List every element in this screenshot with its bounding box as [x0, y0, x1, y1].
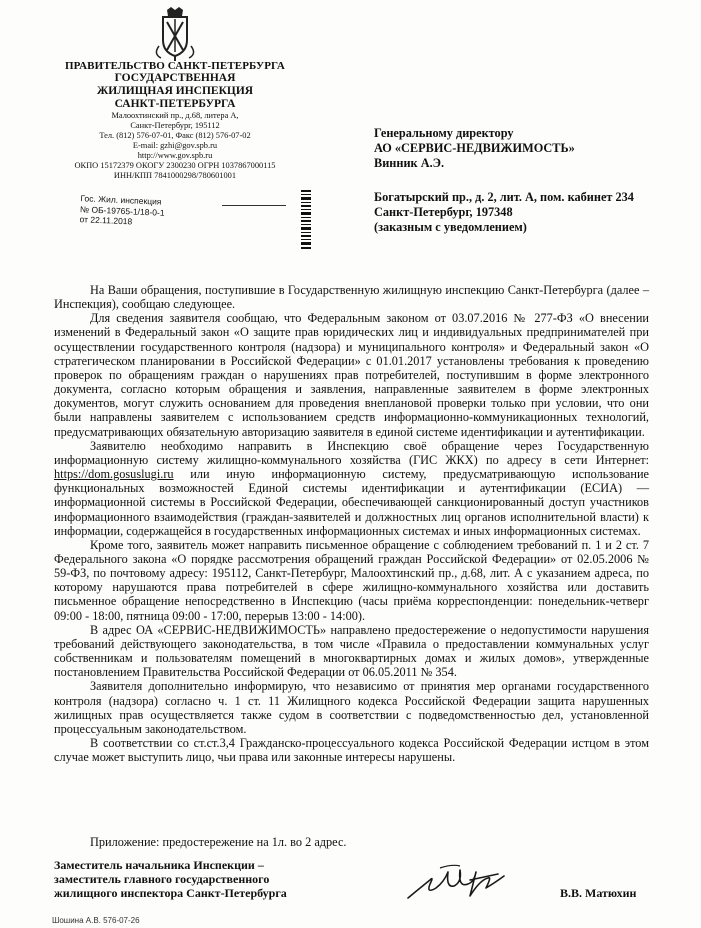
letter-body [54, 283, 649, 764]
gis-link[interactable]: https://dom.gosuslugi.ru [54, 467, 174, 482]
stamp-line1: Гос. Жил. инспекция [80, 193, 162, 207]
stamp-number: № ОБ-19765-1/18-0-1 [79, 203, 165, 218]
signatory-position-line1: Заместитель начальника Инспекции – [54, 858, 264, 872]
letterhead [40, 60, 310, 181]
signatory-position [54, 858, 354, 900]
addressee-block [374, 126, 694, 235]
paragraph-2: Для сведения заявителя сообщаю, что Федеральным законом от 03.07.2016 № 277-ФЗ «О внесении изменений в Федеральный закон «О защите прав юридических лиц и индивидуальных предпринимателей при осуществлении государственного контроля (надзора) и муниципального контроля» и Федеральный закон «О стратегическом планировании в Российской Федерации» с 01.01.2017 установлены требования к проведению проверок по обращениям граждан о нарушениях прав потребителей, поступившим в форме электронного документа, согласно которым обращения и заявления, направленные заявителем в форме электронных документов, могут служить основанием для проведения внеплановой проверки только при условии, что они были направлены заявителем с использованием средств информационно-коммуникационных технологий, предусматривающих обязательную авторизацию заявителя в единой системе идентификации и аутентификации. [54, 311, 649, 439]
paragraph-4: Кроме того, заявитель может направить письменное обращение с соблюдением требований п. 1 и 2 ст. 7 Федерального закона «О порядке рассмотрения обращений граждан Российской Федерации» от 02.05.2006 № 59-ФЗ, по почтовому адресу: 195112, Санкт-Петербург, Малоохтинский пр., д.68, лит. А с указанием адреса, по которому нарушаются права потребителей в сфере жилищно-коммунального хозяйства или доставить письменное обращение непосредственно в Инспекцию (часы приёма корреспонденции: понедельник-четверг 09:00 - 18:00, пятница 09:00 - 17:00, перерыв 13:00 - 14:00). [54, 537, 649, 623]
attachment-note: Приложение: предостережение на 1л. во 2 адрес. [90, 835, 347, 849]
addressee-name: Винник А.Э. [374, 155, 445, 170]
addressee-city: Санкт-Петербург, 197348 [374, 205, 513, 219]
paragraph-5: В адрес ОА «СЕРВИС-НЕДВИЖИМОСТЬ» направлено предостережение о недопустимости нарушения требований действующего законодательства, в том числе «Правила о предоставлении коммунальных услуг собственникам и пользователям помещений в многоквартирных домах и жилых домов», утвержденные постановлением Правительства Российской Федерации от 06.05.2011 № 354. [54, 622, 649, 680]
paragraph-3 [54, 439, 649, 538]
org-inn: ИНН/КПП 7841000298/780601001 [113, 171, 237, 181]
executor-info: Шошина А.В. 576-07-26 [52, 916, 140, 925]
addressee-company: АО «СЕРВИС-НЕДВИЖИМОСТЬ» [374, 140, 575, 155]
barcode [301, 190, 311, 250]
org-address-line1: Малоохтинский пр., д.68, литера А, [111, 110, 239, 120]
org-address-line2: Санкт-Петербург, 195112 [130, 121, 220, 131]
org-name-line2: ЖИЛИЩНАЯ ИНСПЕКЦИЯ [96, 85, 254, 98]
org-email: E-mail: gzhi@gov.spb.ru [132, 141, 218, 151]
signatory-name: В.В. Матюхин [560, 886, 637, 900]
delivery-note: (заказным с уведомлением) [374, 219, 527, 234]
paragraph-3-end: или иную информационную систему, предусматривающую использование функциональных возможностей Единой системы идентификации и аутентификации (ЕСИА) — информационной системы в Российской Федерации, обеспечивающей санкционированный доступ участников информационного взаимодействия (граждан-заявителей и должностных лиц органов исполнительной власти) к информации, содержащейся в государственных информационных системах и иных информационных системах. [54, 467, 649, 538]
government-name: ПРАВИТЕЛЬСТВО САНКТ-ПЕТЕРБУРГА [65, 60, 285, 72]
paragraph-1: На Ваши обращения, поступившие в Государственную жилищную инспекцию Санкт-Петербурга (далее – Инспекция), сообщаю следующее. [54, 283, 649, 312]
org-name-line3: САНКТ-ПЕТЕРБУРГА [114, 98, 236, 111]
handwritten-signature [400, 858, 520, 908]
paragraph-7: В соответствии со ст.ст.3,4 Гражданско-процессуального кодекса Российской Федерации истцом в этом случае может выступить лицо, чьи права или законные интересы нарушены. [54, 736, 649, 765]
registration-stamp [79, 193, 165, 229]
paragraph-6: Заявителя дополнительно информирую, что независимо от принятия мер органами государственного контроля (надзора) согласно ч. 1 ст. 11 Жилищного кодекса Российской Федерации защита нарушенных жилищных прав осуществляется также судом в соответствии с подведомственностью дел, установленной процессуальным законодательством. [54, 679, 649, 736]
paragraph-3-start: Заявителю необходимо направить в Инспекцию своё обращение через Государственную информационную систему жилищно-коммунального хозяйства (ГИС ЖКХ) по адресу в сети Интернет: [54, 438, 649, 467]
coat-of-arms-emblem [145, 6, 205, 62]
addressee-title: Генеральному директору [374, 126, 514, 140]
org-phone: Тел. (812) 576-07-01, Факс (812) 576-07-02 [99, 131, 251, 141]
stamp-date: от 22.11.2018 [79, 214, 133, 227]
signatory-position-line3: жилищного инспектора Санкт-Петербурга [54, 886, 287, 900]
org-name-line1: ГОСУДАРСТВЕННАЯ [114, 72, 236, 85]
org-website: http://www.gov.spb.ru [137, 151, 213, 161]
addressee-street: Богатырский пр., д. 2, лит. А, пом. кабинет 234 [374, 190, 634, 205]
stamp-underline [222, 205, 286, 206]
signatory-position-line2: заместитель главного государственного [54, 872, 270, 886]
org-codes: ОКПО 15172379 ОКОГУ 2300230 ОГРН 1037867000115 [74, 161, 276, 171]
